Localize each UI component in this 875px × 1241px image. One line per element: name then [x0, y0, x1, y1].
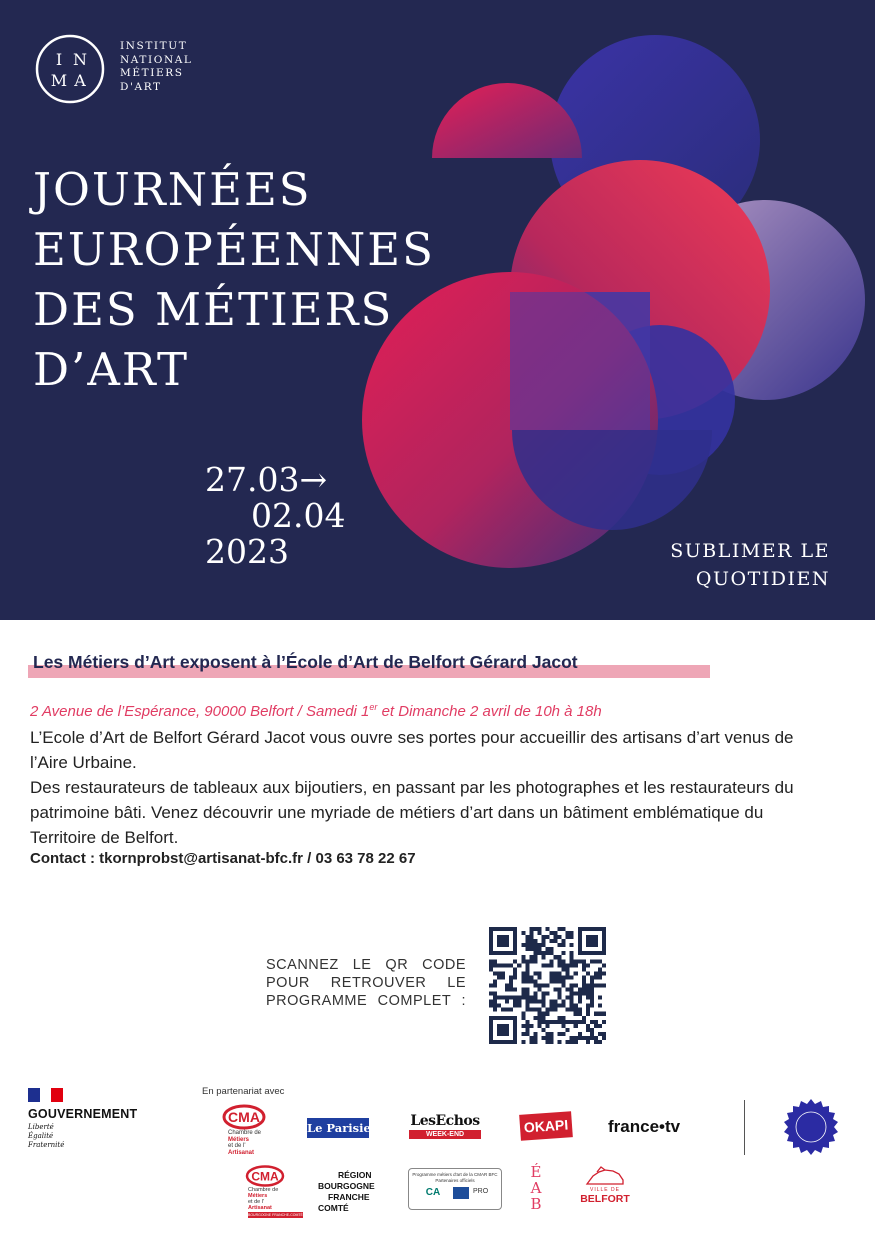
french-flag-icon [28, 1088, 63, 1102]
government-logo: GOUVERNEMENT Liberté Égalité Fraternité [28, 1088, 137, 1150]
event-description [30, 725, 820, 850]
lion-icon [583, 1164, 627, 1186]
axa-icon [453, 1187, 469, 1199]
qr-code[interactable] [489, 927, 606, 1044]
svg-text:A: A [74, 71, 86, 90]
hero-banner [0, 0, 875, 620]
region-bfc-logo: RÉGION BOURGOGNE FRANCHE COMTÉ [318, 1170, 375, 1213]
ville-belfort-logo: VILLE DE BELFORT [576, 1164, 634, 1205]
qr-instructions: SCANNEZ LE QR CODE POUR RETROUVER LE PROGRAMME COMPLET : [266, 957, 466, 1009]
org-name: INSTITUT NATIONAL MÉTIERS D'ART [120, 40, 193, 93]
partners-label: En partenariat avec [202, 1086, 285, 1097]
event-dates: 27.03→ 02.04 2023 [205, 460, 346, 571]
svg-text:M: M [50, 71, 68, 90]
event-address: 2 Avenue de l’Espérance, 90000 Belfort / Samedi 1er et Dimanche 2 avril de 10h à 18h [30, 702, 602, 720]
event-title: Les Métiers d’Art exposent à l’École d’Art de Belfort Gérard Jacot [33, 652, 578, 672]
inma-logo [35, 34, 105, 104]
okapi-logo: OKAPI [519, 1111, 573, 1141]
credit-agricole-icon: CA [425, 1187, 441, 1198]
overlay-square [510, 292, 650, 430]
description-paragraph: Des restaurateurs de tableaux aux bijoutiers, en passant par les photographes et les restaurateurs du patrimoine bâti. Venez découvrir une myriade de métiers d’art dans un bâtiment emblématique du Territoire de Belfort. [30, 778, 794, 847]
cma-logo: CMA Chambre de Métiers et de l' Artisanat [220, 1104, 286, 1154]
tagline: SUBLIMER LE QUOTIDIEN [670, 540, 830, 590]
svg-text:I: I [55, 50, 63, 69]
les-echos-logo: LesEchos WEEK-END [410, 1113, 480, 1138]
description-paragraph: L’Ecole d’Art de Belfort Gérard Jacot vous ouvre ses portes pour accueillir des artisans d’art venus de l’Aire Urbaine. [30, 728, 794, 772]
half-circle-red-top [432, 83, 582, 158]
le-parisien-logo: Le Parisien [307, 1118, 369, 1138]
francetv-logo: france•tv [608, 1117, 681, 1136]
contact-info: Contact : tkornprobst@artisanat-bfc.fr / 03 63 78 22 67 [30, 850, 416, 867]
partners-official-box: Programme métiers d'art de la CMAR BFC Partenaires officiels CA PRO [408, 1168, 502, 1210]
cma-bfc-logo: CMA Chambre de Métiers et de l' Artisanat BOURGOGNE FRANCHE-COMTÉ [244, 1165, 290, 1215]
event-main-title: JOURNÉES EUROPÉENNES DES MÉTIERS D’ART [33, 163, 435, 396]
jema-seal-logo [782, 1098, 840, 1156]
svg-text:CMA: CMA [228, 1109, 260, 1125]
footer-divider [744, 1100, 745, 1155]
ecole-art-belfort-logo: É A B [530, 1163, 542, 1213]
svg-text:CMA: CMA [251, 1169, 279, 1184]
svg-text:N: N [73, 50, 87, 69]
